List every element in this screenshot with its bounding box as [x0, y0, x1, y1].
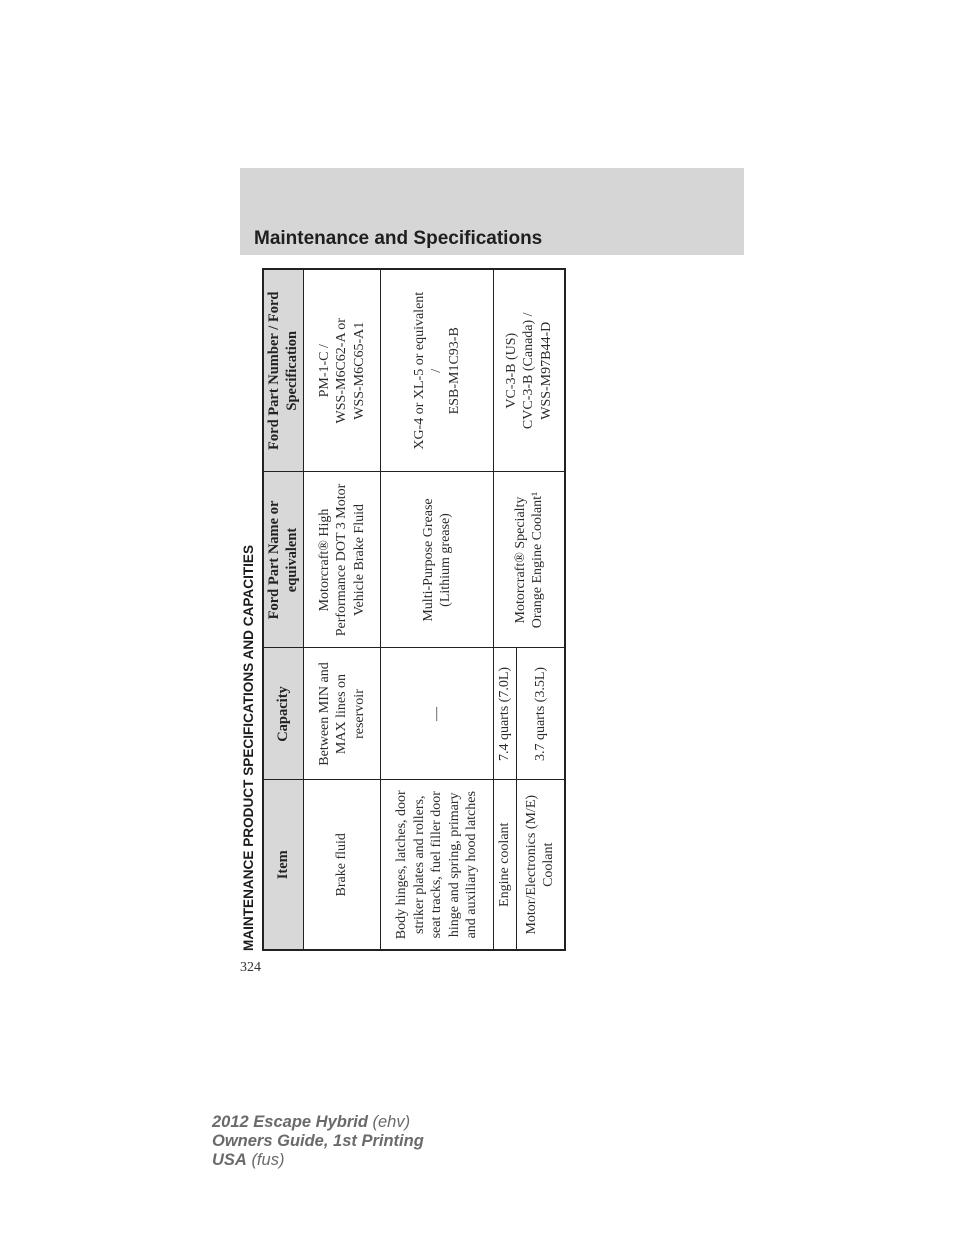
part-number-line: WSS-M6C65-A1	[351, 321, 367, 420]
cell-item: Brake fluid	[304, 780, 381, 950]
part-number-line: VC-3-B (US)	[503, 332, 519, 409]
part-number-line: CVC-3-B (Canada) /	[521, 312, 537, 430]
col-header-capacity: Capacity	[263, 648, 304, 780]
part-number-line: WSS-M97B44-D	[538, 321, 554, 420]
table-header-row	[263, 269, 304, 950]
table-row	[304, 269, 381, 950]
part-number-line: WSS-M6C62-A or	[334, 318, 350, 424]
cell-part-name: Motorcraft® High Performance DOT 3 Motor Vehicle Brake Fluid	[304, 472, 381, 648]
footer	[212, 1113, 424, 1170]
cell-capacity: —	[381, 648, 494, 780]
footer-market-code: (fus)	[251, 1151, 285, 1169]
part-number-line: /	[429, 368, 445, 373]
col-header-part-number: Ford Part Number / Ford Specification	[263, 269, 304, 472]
footer-line-2: Owners Guide, 1st Printing	[212, 1132, 424, 1150]
cell-item: Body hinges, latches, door striker plates and rollers, seat tracks, fuel filler door hinge and spring, primary and auxiliary hood latches	[381, 780, 494, 950]
cell-item: Motor/Electronics (M/E) Coolant	[516, 780, 565, 950]
footer-line-3	[212, 1151, 424, 1170]
table-title: MAINTENANCE PRODUCT SPECIFICATIONS AND CAPACITIES	[241, 544, 256, 951]
table-row	[494, 269, 517, 950]
footer-vehicle-code: (ehv)	[372, 1113, 411, 1131]
footer-vehicle: 2012 Escape Hybrid	[212, 1113, 368, 1131]
cell-capacity: 3.7 quarts (3.5L)	[516, 648, 565, 780]
part-number-line: XG-4 or XL-5 or equivalent	[411, 291, 427, 450]
cell-capacity: 7.4 quarts (7.0L)	[494, 648, 517, 780]
section-title: Maintenance and Specifications	[254, 228, 543, 249]
cell-item: Engine coolant	[494, 780, 517, 950]
col-header-item: Item	[263, 780, 304, 950]
part-number-line: PM-1-C /	[316, 344, 332, 398]
col-header-part-name: Ford Part Name or equivalent	[263, 472, 304, 648]
cell-part-name: Motorcraft® Specialty Orange Engine Coolant¹	[494, 472, 566, 648]
cell-part-name: Multi-Purpose Grease (Lithium grease)	[381, 472, 494, 648]
cell-part-number	[494, 269, 566, 472]
rotated-spec-block	[238, 270, 557, 951]
cell-part-number	[381, 269, 494, 472]
footer-market: USA	[212, 1151, 247, 1169]
cell-capacity: Between MIN and MAX lines on reservoir	[304, 648, 381, 780]
part-number-line: ESB-M1C93-B	[446, 327, 462, 415]
page-number: 324	[240, 960, 261, 975]
cell-part-number	[304, 269, 381, 472]
table-row	[381, 269, 494, 950]
footer-line-1	[212, 1113, 424, 1132]
spec-table	[262, 268, 566, 951]
